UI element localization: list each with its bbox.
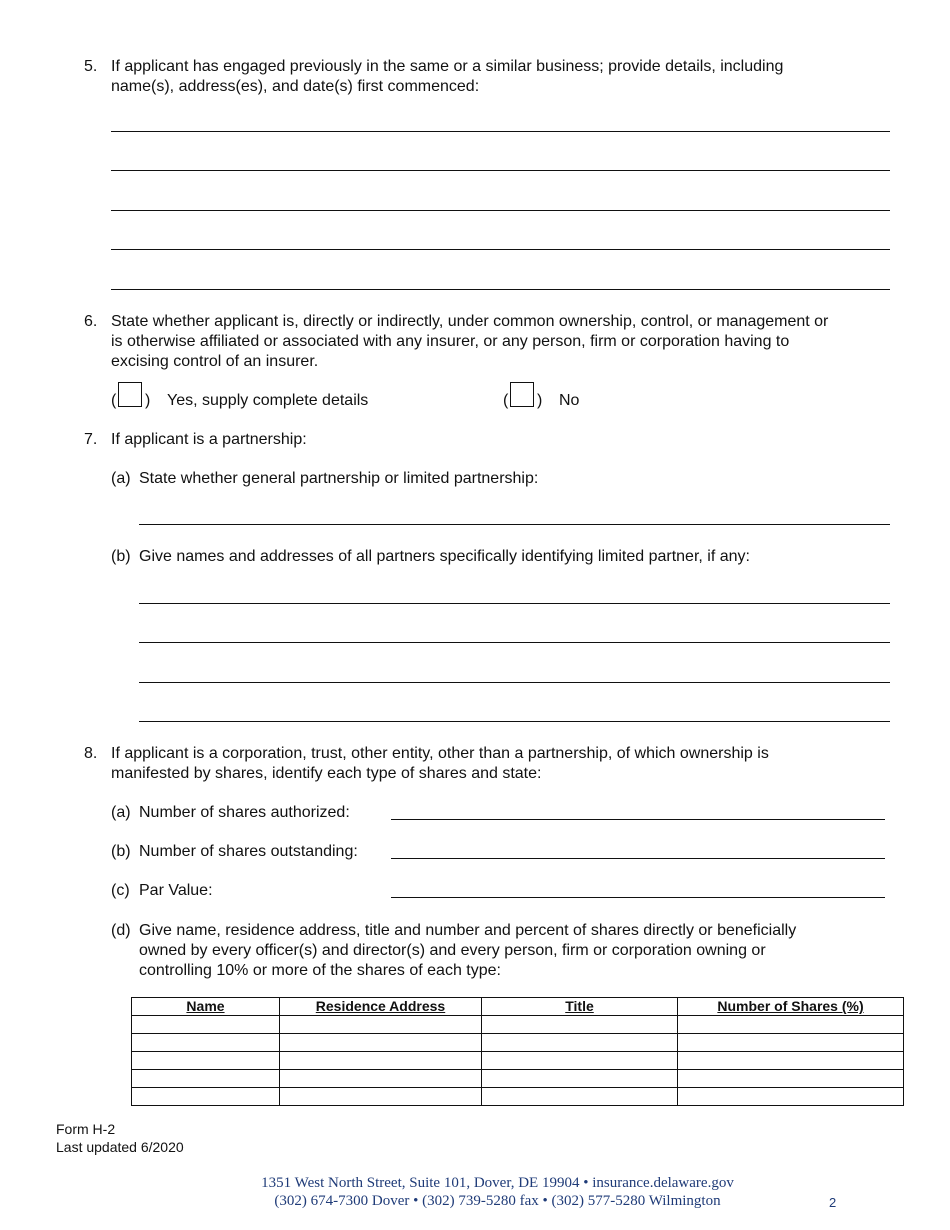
table-cell[interactable] [482,1016,678,1034]
table-cell[interactable] [678,1088,904,1106]
shares-table [131,997,904,1106]
q7b-label: (b) [111,548,131,565]
q6-yes-paren-open: ( [111,392,117,409]
table-cell[interactable] [132,1016,280,1034]
table-cell[interactable] [678,1034,904,1052]
q8a-text: Number of shares authorized: [139,804,350,821]
table-cell[interactable] [482,1070,678,1088]
q7b-answer-line-4[interactable] [139,721,890,722]
q8-text-line2: manifested by shares, identify each type of shares and state: [111,765,542,782]
col-header-residence-address: Residence Address [280,998,482,1016]
q8d-text-line3: controlling 10% or more of the shares of each type: [139,962,501,979]
shares-table-header-row [132,998,904,1016]
table-cell[interactable] [678,1016,904,1034]
footer-address: 1351 West North Street, Suite 101, Dover, DE 19904 • insurance.delaware.gov [261,1175,734,1191]
q7a-text: State whether general partnership or limited partnership: [139,470,539,487]
col-header-number-of-shares: Number of Shares (%) [678,998,904,1016]
q8d-text-line1: Give name, residence address, title and number and percent of shares directly or beneficially [139,922,797,939]
q8a-label: (a) [111,804,131,821]
q5-text-line1: If applicant has engaged previously in the same or a similar business; provide details, including [111,58,784,75]
table-cell[interactable] [280,1070,482,1088]
q6-yes-checkbox[interactable] [118,382,142,407]
q5-answer-line-1[interactable] [111,131,890,132]
q6-yes-label: Yes, supply complete details [167,392,369,409]
table-cell[interactable] [280,1016,482,1034]
q7-text: If applicant is a partnership: [111,431,307,448]
table-cell[interactable] [132,1034,280,1052]
table-row [132,1016,904,1034]
footer-phones: (302) 674-7300 Dover • (302) 739-5280 fax • (302) 577-5280 Wilmington [274,1193,721,1209]
col-header-name: Name [132,998,280,1016]
q7a-answer-line[interactable] [139,524,890,525]
q6-no-paren-close: ) [537,392,543,409]
q7-number: 7. [84,431,98,448]
table-row [132,1034,904,1052]
table-cell[interactable] [482,1052,678,1070]
table-cell[interactable] [280,1034,482,1052]
table-cell[interactable] [132,1070,280,1088]
q5-text-line2: name(s), address(es), and date(s) first commenced: [111,78,480,95]
table-row [132,1052,904,1070]
q7b-answer-line-1[interactable] [139,603,890,604]
q8d-text-line2: owned by every officer(s) and director(s) and every person, firm or corporation owning or [139,942,766,959]
q5-answer-line-4[interactable] [111,249,890,250]
form-id: Form H-2 [56,1121,116,1137]
q8c-answer-line[interactable] [391,897,885,898]
q8c-text: Par Value: [139,882,213,899]
q5-answer-line-2[interactable] [111,170,890,171]
table-cell[interactable] [482,1088,678,1106]
page-number: 2 [829,1195,837,1210]
table-cell[interactable] [280,1088,482,1106]
last-updated: Last updated 6/2020 [56,1139,184,1155]
table-row [132,1070,904,1088]
q7b-answer-line-3[interactable] [139,682,890,683]
table-row [132,1088,904,1106]
q6-no-paren-open: ( [503,392,509,409]
q6-text-line2: is otherwise affiliated or associated with any insurer, or any person, firm or corporation having to [111,333,790,350]
q5-answer-line-3[interactable] [111,210,890,211]
q8b-label: (b) [111,843,131,860]
table-cell[interactable] [132,1088,280,1106]
q6-no-checkbox[interactable] [510,382,534,407]
q8b-answer-line[interactable] [391,858,885,859]
form-footer [56,1120,184,1156]
q8c-label: (c) [111,882,130,899]
table-cell[interactable] [678,1052,904,1070]
q8-number: 8. [84,745,98,762]
q5-answer-line-5[interactable] [111,289,890,290]
q6-no-label: No [559,392,580,409]
q8d-label: (d) [111,922,131,939]
table-cell[interactable] [280,1052,482,1070]
table-cell[interactable] [678,1070,904,1088]
table-cell[interactable] [132,1052,280,1070]
q6-number: 6. [84,313,98,330]
q5-number: 5. [84,58,98,75]
q7b-answer-line-2[interactable] [139,642,890,643]
col-header-title: Title [482,998,678,1016]
q7a-label: (a) [111,470,131,487]
q8b-text: Number of shares outstanding: [139,843,358,860]
q8a-answer-line[interactable] [391,819,885,820]
table-cell[interactable] [482,1034,678,1052]
q8-text-line1: If applicant is a corporation, trust, other entity, other than a partnership, of which ownership is [111,745,769,762]
q6-text-line1: State whether applicant is, directly or indirectly, under common ownership, control, or management or [111,313,829,330]
q6-yes-paren-close: ) [145,392,151,409]
q6-text-line3: excising control of an insurer. [111,353,319,370]
q7b-text: Give names and addresses of all partners specifically identifying limited partner, if any: [139,548,750,565]
